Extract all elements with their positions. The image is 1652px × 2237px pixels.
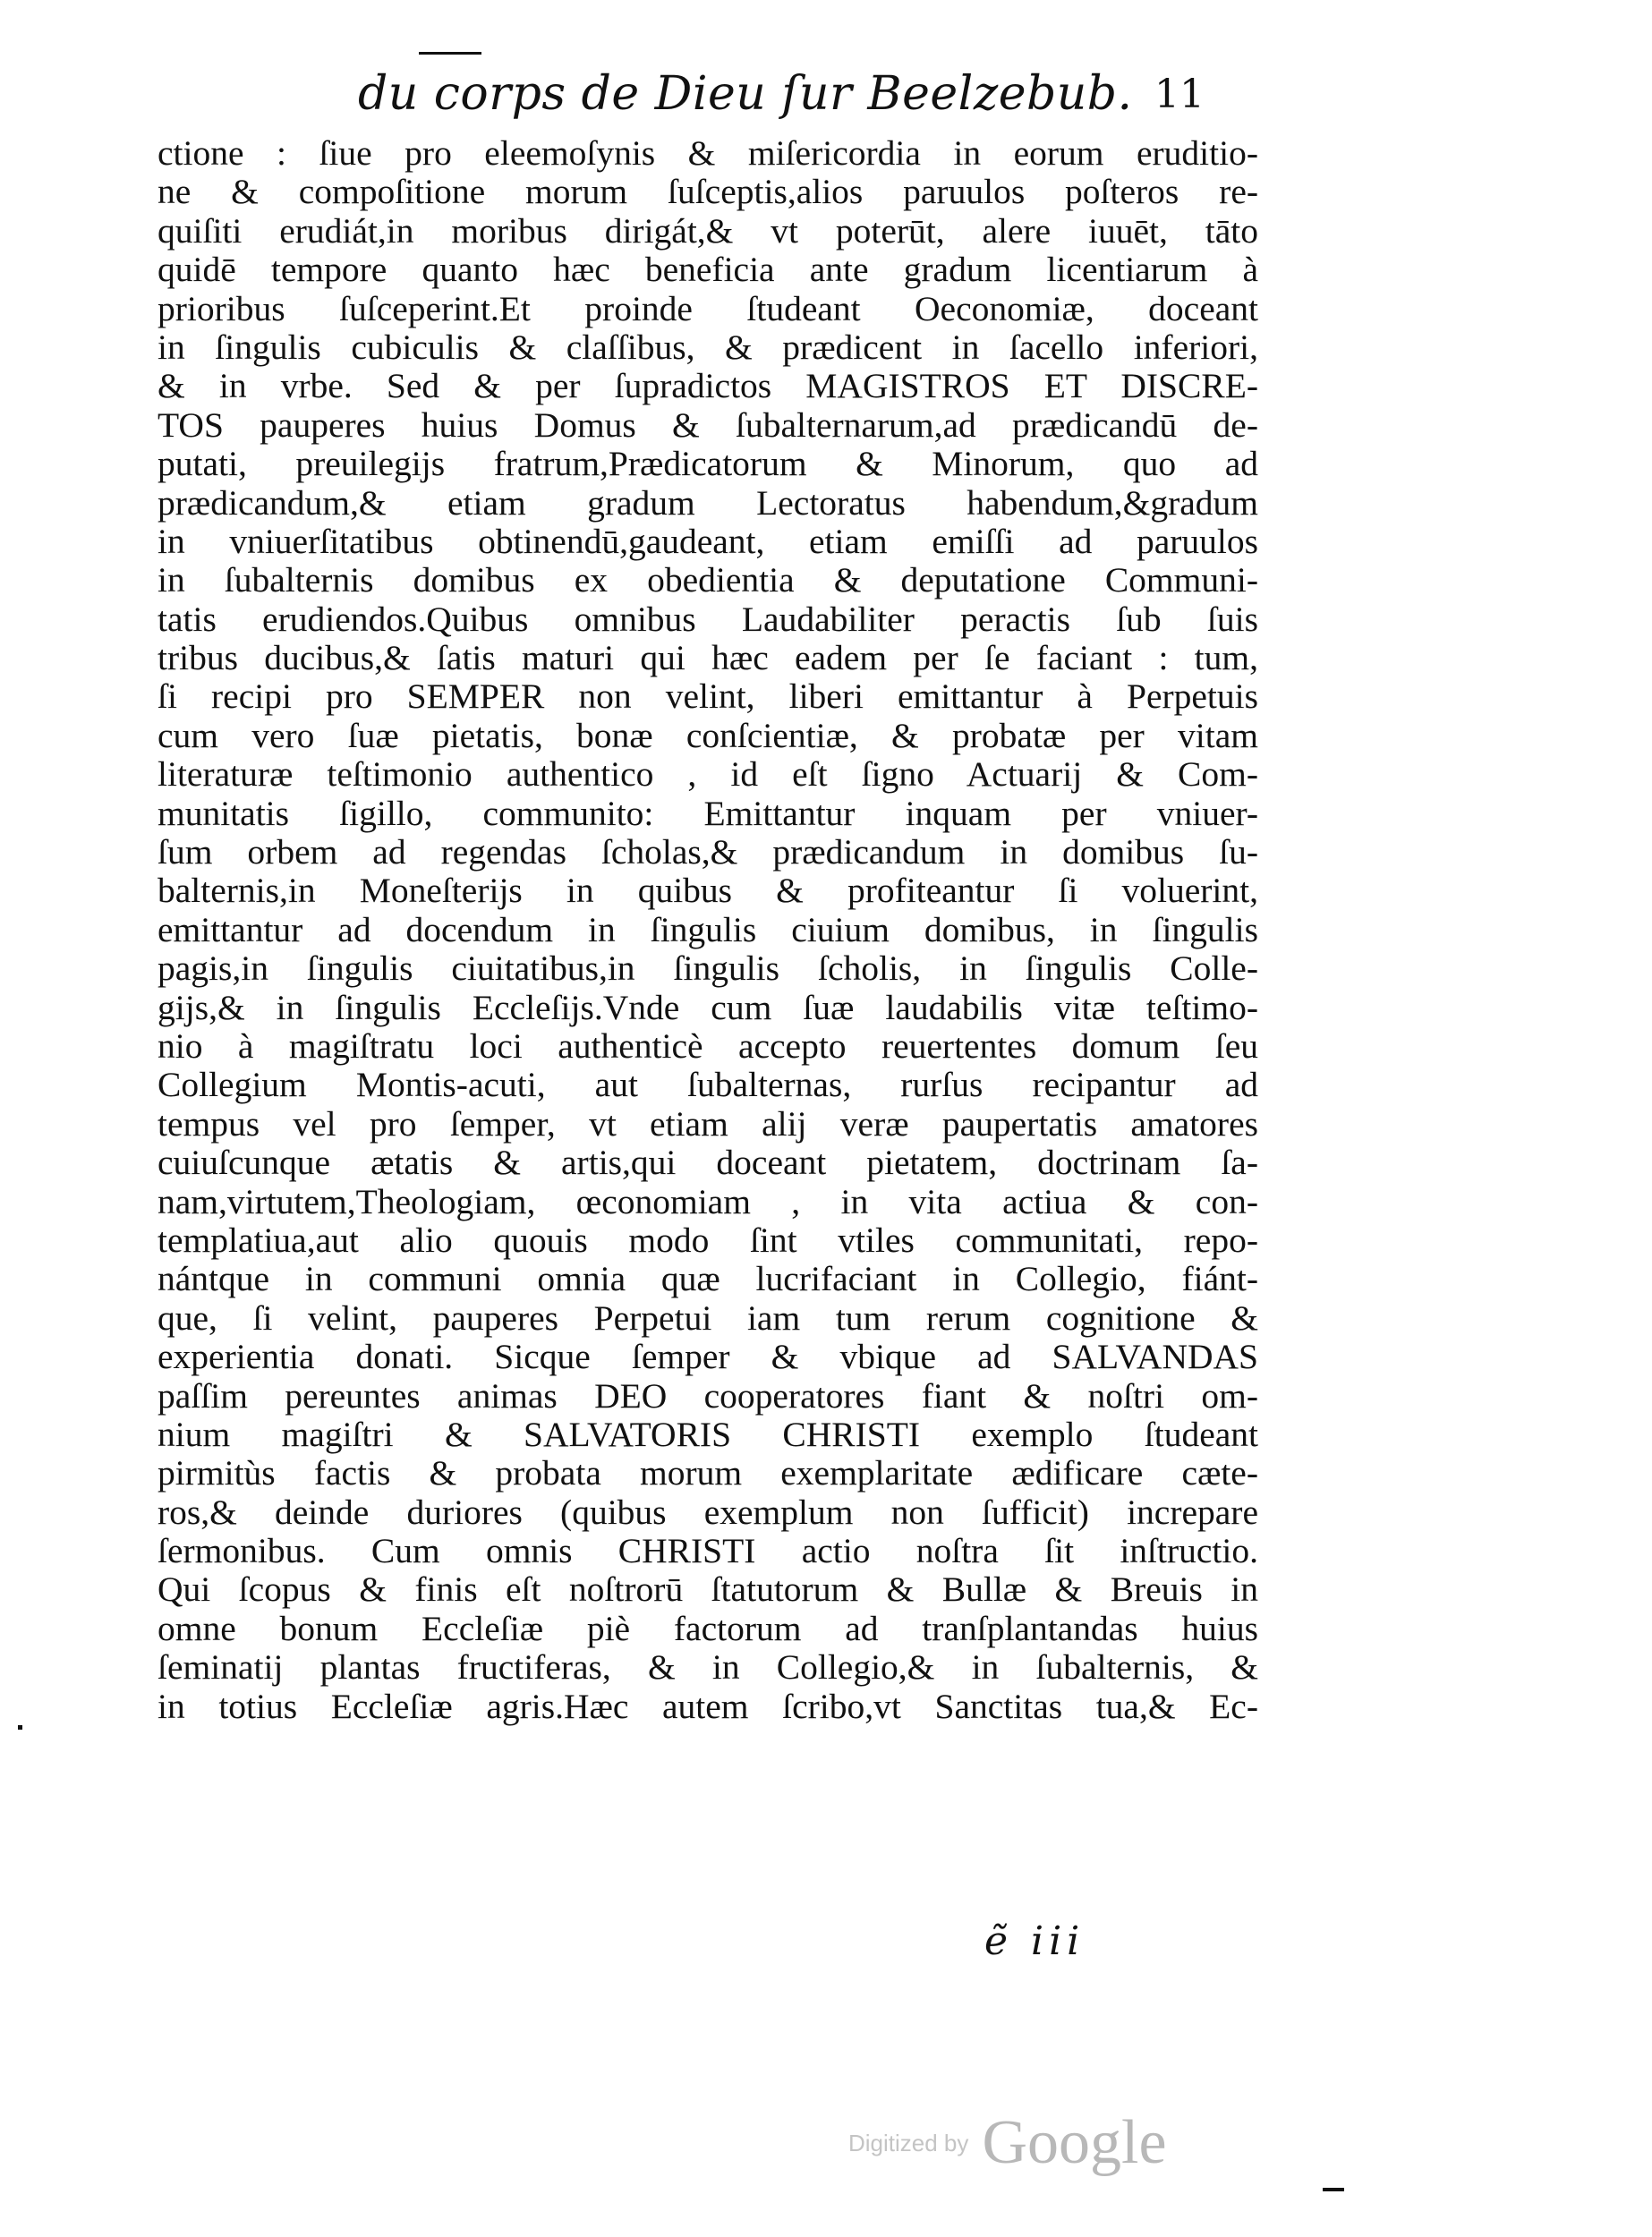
body-text (158, 134, 1258, 1726)
digitized-watermark (848, 2107, 1167, 2188)
text-line: ſum orbem ad regendas ſcholas,& prædicandum in domibus ſu- (158, 833, 1258, 872)
signature-mark: ẽ iii (984, 1918, 1086, 1964)
page-number: 11 (1154, 72, 1205, 117)
google-logo: Google (982, 2108, 1167, 2177)
text-line: in vniuerſitatibus obtinendū,gaudeant, etiam emiſſi ad paruulos (158, 522, 1258, 561)
text-line: cuiuſcunque ætatis & artis,qui doceant pietatem, doctrinam ſa- (158, 1144, 1258, 1183)
text-line: munitatis ſigillo, communito: Emittantur inquam per vniuer- (158, 794, 1258, 833)
text-line: prioribus ſuſceperint.Et proinde ſtudeant Oeconomiæ, doceant (158, 289, 1258, 328)
text-line: nam,virtutem,Theologiam, œconomiam , in vita actiua & con- (158, 1182, 1258, 1221)
text-line: ros,& deinde duriores (quibus exemplum non ſufficit) increpare (158, 1493, 1258, 1532)
text-line: experientia donati. Sicque ſemper & vbique ad SALVANDAS (158, 1338, 1258, 1377)
text-line: pirmitùs factis & probata morum exemplaritate ædificare cæte- (158, 1454, 1258, 1493)
text-line: Collegium Montis-acuti, aut ſubalternas, rurſus recipantur ad (158, 1066, 1258, 1105)
text-line: ne & compoſitione morum ſuſceptis,alios paruulos poſteros re- (158, 173, 1258, 212)
text-line: que, ſi velint, pauperes Perpetui iam tum rerum cognitione & (158, 1298, 1258, 1338)
text-line: literaturæ teſtimonio authentico , id eſt ſigno Actuarij & Com- (158, 755, 1258, 795)
text-line: in ſingulis cubiculis & claſſibus, & prædicent in ſacello inferiori, (158, 327, 1258, 367)
text-line: nio à magiſtratu loci authenticè accepto reuertentes domum ſeu (158, 1026, 1258, 1066)
text-line: nium magiſtri & SALVATORIS CHRISTI exemplo ſtudeant (158, 1415, 1258, 1454)
running-head (358, 63, 1253, 134)
text-line: gijs,& in ſingulis Eccleſijs.Vnde cum ſuæ laudabilis vitæ teſtimo- (158, 988, 1258, 1027)
stray-mark-dot-left (18, 1725, 22, 1730)
text-line: tribus ducibus,& ſatis maturi qui hæc eadem per ſe faciant : tum, (158, 639, 1258, 678)
text-line: cum vero ſuæ pietatis, bonæ conſcientiæ, & probatæ per vitam (158, 716, 1258, 755)
text-line: quiſiti erudiát,in moribus dirigát,& vt poterūt, alere iuuēt, tāto (158, 211, 1258, 251)
text-line: omne bonum Eccleſiæ piè factorum ad tranſplantandas huius (158, 1609, 1258, 1648)
text-line: & in vrbe. Sed & per ſupradictos MAGISTROS ET DISCRE- (158, 367, 1258, 406)
text-line: quidē tempore quanto hæc beneficia ante gradum licentiarum à (158, 251, 1258, 290)
text-line: paſſim pereuntes animas DEO cooperatores fiant & noſtri om- (158, 1376, 1258, 1416)
text-line: Qui ſcopus & finis eſt noſtrorū ſtatutorum & Bullæ & Breuis in (158, 1570, 1258, 1610)
text-line: ſi recipi pro SEMPER non velint, liberi emittantur à Perpetuis (158, 677, 1258, 717)
text-line: emittantur ad docendum in ſingulis ciuium domibus, in ſingulis (158, 910, 1258, 949)
text-line: putati, preuilegijs fratrum,Prædicatorum & Minorum, quo ad (158, 445, 1258, 484)
text-line: ctione : ſiue pro eleemoſynis & miſericordia in eorum eruditio- (158, 134, 1258, 173)
stray-mark-dash (1323, 2188, 1344, 2191)
text-line: pagis,in ſingulis ciuitatibus,in ſingulis ſcholis, in ſingulis Colle- (158, 949, 1258, 989)
text-line: prædicandum,& etiam gradum Lectoratus habendum,&gradum (158, 483, 1258, 523)
text-line: balternis,in Moneſterijs in quibus & profiteantur ſi voluerint, (158, 872, 1258, 911)
text-line: templatiua,aut alio quouis modo ſint vtiles communitati, repo- (158, 1221, 1258, 1260)
running-title: du corps de Dieu ſur Beelzebub. (358, 67, 1133, 121)
text-line: ſermonibus. Cum omnis CHRISTI actio noſtra ſit inſtructio. (158, 1532, 1258, 1571)
watermark-prefix: Digitized by (848, 2129, 969, 2156)
text-line: tatis erudiendos.Quibus omnibus Laudabiliter peractis ſub ſuis (158, 600, 1258, 639)
text-line: in totius Eccleſiæ agris.Hæc autem ſcribo,vt Sanctitas tua,& Ec- (158, 1687, 1258, 1726)
text-line: nántque in communi omnia quæ lucrifaciant in Collegio, fiánt- (158, 1260, 1258, 1299)
text-line: tempus vel pro ſemper, vt etiam alij veræ paupertatis amatores (158, 1104, 1258, 1144)
text-line: ſeminatij plantas fructiferas, & in Collegio,& in ſubalternis, & (158, 1648, 1258, 1688)
stray-mark-top (419, 52, 481, 55)
text-line: in ſubalternis domibus ex obedientia & deputatione Communi- (158, 561, 1258, 600)
text-line: TOS pauperes huius Domus & ſubalternarum,ad prædicandū de- (158, 405, 1258, 445)
